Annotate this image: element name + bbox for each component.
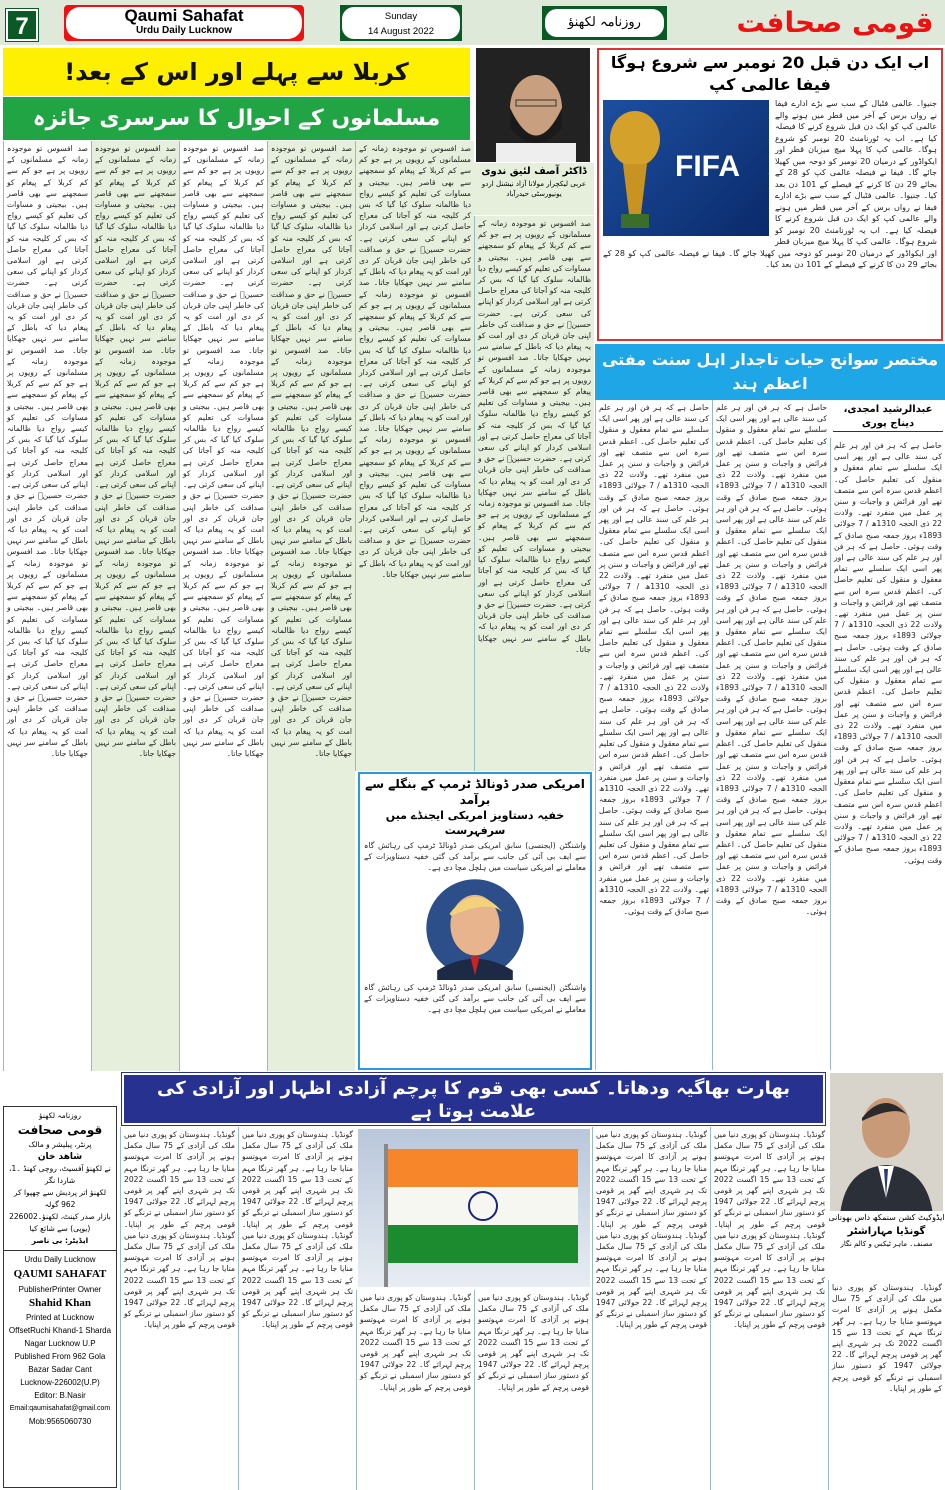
text-run: حاصل ہے کہ ہر فن اور ہر علم کی سند عالی ہے اور پھر اسی ایک سلسلے سے تمام معقول و منقول کی تعلیم حاصل کی۔ اعظم قدس سرہ اس سے متصف تھے اور فرائض و واجبات و سنن پر عمل میں منفرد تھے۔ ولادت 22 ذی الحجہ 1310ھ / 7 جولائی 1893ء بروز جمعہ صبح صادق کے وقت ہوئی۔ [716, 503, 827, 614]
text-run: گونڈیا۔ ہندوستان کو پوری دنیا میں ملک کی آزادی کے 75 سال مکمل ہونے پر آزادی کا امرت مہوتسو منایا جا رہا ہے۔ ہر گھر ترنگا مہم کے تحت 13 سے 15 اگست 2022 تک ہر شہری اپنے گھر پر قومی پرچم لہرائے گا۔ 22 جولائی 1947 کو دستور ساز اسمبلی نے ترنگے کو قومی پرچم کے طور پر اپنایا۔ [124, 1230, 235, 1330]
trump-body-top [362, 838, 588, 876]
text-run: گونڈیا۔ ہندوستان کو پوری دنیا میں ملک کی آزادی کے 75 سال مکمل ہونے پر آزادی کا امرت مہوتسو منایا جا رہا ہے۔ ہر گھر ترنگا مہم کے تحت 13 سے 15 اگست 2022 تک ہر شہری اپنے گھر پر قومی پرچم لہرائے گا۔ 22 جولائی 1947 کو دستور ساز اسمبلی نے ترنگے کو قومی پرچم کے طور پر اپنایا۔ [596, 1230, 707, 1330]
masthead-english [64, 5, 304, 41]
bharat-author: ایڈوکیٹ کشن سنمکھ داس بھونانی [828, 1213, 945, 1222]
karbala-author-title: عربی لیکچرار مولانا آزاد نیشنل اردو یونیورسٹی حیدرآباد [481, 180, 587, 198]
text-run: صد افسوس تو موجودہ زمانہ کے مسلمانوں کے رویوں پر ہے جو کم سے کم کربلا کے پیغام کو سمجھنے سے بھی قاصر ہیں۔ بیجیتی و مساوات کی تعلیم کو کیسے رواج دیا ظالمانہ سلوک کیا گیا کہ بس کر کلیجہ منہ کو آجاتا کی معراج حاصل کرتی ہے اور اسلامی کردار کو اپنانے کی سعی کرتی ہے۔ حضرت حسینؓ نے حق و صداقت کی خاطر اپنی جان قربان کر دی اور امت کو یہ پیغام دیا کہ باطل کے سامنے سر نہیں جھکایا جاتا۔ [183, 547, 264, 758]
text-run: گونڈیا۔ ہندوستان کو پوری دنیا میں ملک کی آزادی کے 75 سال مکمل ہونے پر آزادی کا امرت مہوتسو منایا جا رہا ہے۔ ہر گھر ترنگا مہم کے تحت 13 سے 15 اگست 2022 تک ہر شہری اپنے گھر پر قومی پرچم لہرائے گا۔ 22 جولائی 1947 کو دستور ساز اسمبلی نے ترنگے کو قومی پرچم کے طور پر اپنایا۔ [714, 1230, 825, 1330]
fifa-logo-text: FIFA [675, 150, 740, 183]
text-run: حاصل ہے کہ ہر فن اور ہر علم کی سند عالی ہے اور پھر اسی ایک سلسلے سے تمام معقول و منقول کی تعلیم حاصل کی۔ اعظم قدس سرہ اس سے متصف تھے اور فرائض و واجبات و سنن پر عمل میں منفرد تھے۔ ولادت 22 ذی الحجہ 1310ھ / 7 جولائی 1893ء بروز جمعہ صبح صادق کے وقت ہوئی۔ [834, 754, 942, 865]
text-run: Bazar Sadar Cant [28, 1365, 92, 1374]
text-run: Lucknow-226002(U.P) [20, 1378, 100, 1387]
date: 14 August 2022 [367, 26, 435, 37]
text-run: گونڈیا۔ ہندوستان کو پوری دنیا میں ملک کی آزادی کے 75 سال مکمل ہونے پر آزادی کا امرت مہوتسو منایا جا رہا ہے۔ ہر گھر ترنگا مہم کے تحت 13 سے 15 اگست 2022 تک ہر شہری اپنے گھر پر قومی پرچم لہرائے گا۔ 22 جولائی 1947 کو دستور ساز اسمبلی نے ترنگے کو قومی پرچم کے طور پر اپنایا۔ [242, 1230, 353, 1330]
roznama-text: روزنامہ لکھنؤ [545, 9, 664, 37]
text-run: Printed at Lucknow [25, 1313, 95, 1322]
masthead-title: Qaumi Sahafat [124, 6, 244, 25]
bharat-col-2 [710, 1127, 828, 1490]
text-run: Urdu Daily Lucknow [24, 1255, 96, 1264]
text-run: حاصل ہے کہ ہر فن اور ہر علم کی سند عالی ہے اور پھر اسی ایک سلسلے سے تمام معقول و منقول کی تعلیم حاصل کی۔ اعظم قدس سرہ اس سے متصف تھے اور فرائض و واجبات و سنن پر عمل میں منفرد تھے۔ ولادت 22 ذی الحجہ 1310ھ / 7 جولائی 1893ء بروز جمعہ صبح صادق کے وقت ہوئی۔ [834, 642, 943, 764]
trump-headline-1: امریکی صدر ڈونالڈ ٹرمپ کے بنگلے سے برآمد [365, 777, 585, 807]
india-flag-photo [358, 1129, 590, 1287]
text-run: صد افسوس تو موجودہ زمانہ کے مسلمانوں کے رویوں پر ہے جو کم سے کم کربلا کے پیغام کو سمجھنے سے بھی قاصر ہیں۔ بیجیتی و مساوات کی تعلیم کو کیسے رواج دیا ظالمانہ سلوک کیا گیا کہ بس کر کلیجہ منہ کو آجاتا کی معراج حاصل کرتی ہے اور اسلامی کردار کو اپنانے کی سعی کرتی ہے۔ حضرت حسینؓ نے حق و صداقت کی خاطر اپنی جان قربان کر دی اور امت کو یہ پیغام دیا کہ باطل کے سامنے سر نہیں جھکایا جاتا۔ [478, 353, 591, 509]
text-run: نے لکھنؤ آفسیٹ، روچی کھنڈ ۔1، شاردا نگر [9, 1164, 111, 1185]
text-run: قومی صحافت [17, 1123, 103, 1137]
karbala-col-3 [91, 141, 179, 1071]
text-run: OffsetRuchi Khand-1 Sharda [8, 1326, 112, 1335]
karbala-col-4 [3, 141, 91, 1071]
trump-article [358, 772, 592, 1070]
karbala-col-2 [179, 141, 267, 1071]
text-run: واشنگٹن (ایجنسی) سابق امریکی صدر ڈونالڈ ٹرمپ کی رہائش گاہ سے ایف بی آئی کی جانب سے برآمد کی گئی خفیہ دستاویزات کے معاملے نے امریکی سیاست میں ہلچل مچا دی ہے۔ [364, 841, 586, 873]
text-run: لکھنؤ اتر پردیش سے چھپوا کر 962 گولہ [13, 1188, 107, 1209]
bharat-col-3 [592, 1127, 710, 1490]
text-run: گونڈیا۔ ہندوستان کو پوری دنیا میں ملک کی آزادی کے 75 سال مکمل ہونے پر آزادی کا امرت مہوتسو منایا جا رہا ہے۔ ہر گھر ترنگا مہم کے تحت 13 سے 15 اگست 2022 تک ہر شہری اپنے گھر پر قومی پرچم لہرائے گا۔ 22 جولائی 1947 کو دستور ساز اسمبلی نے ترنگے کو قومی پرچم کے طور پر اپنایا۔ [242, 1130, 353, 1229]
text-run: بازار صدر کینٹ، لکھنؤ۔226002 [9, 1212, 111, 1221]
bharat-author-photo [830, 1073, 943, 1211]
trump-headline-2: خفیہ دستاویز امریکی ایجنڈے میں سرفہرست [385, 809, 565, 837]
imprint-box [3, 1106, 117, 1488]
text-run: (یوپی) سے شائع کیا [29, 1224, 91, 1233]
text-run: صد افسوس تو موجودہ زمانہ کے مسلمانوں کے رویوں پر ہے جو کم سے کم کربلا کے پیغام کو سمجھنے سے بھی قاصر ہیں۔ بیجیتی و مساوات کی تعلیم کو کیسے رواج دیا ظالمانہ سلوک کیا گیا کہ بس کر کلیجہ منہ کو آجاتا کی معراج حاصل کرتی ہے اور اسلامی کردار کو اپنانے کی سعی کرتی ہے۔ حضرت حسینؓ نے حق و صداقت کی خاطر اپنی جان قربان کر دی اور امت کو یہ پیغام دیا کہ باطل کے سامنے سر نہیں جھکایا جاتا۔ [359, 144, 471, 288]
text-run: حاصل ہے کہ ہر فن اور ہر علم کی سند عالی ہے اور پھر اسی ایک سلسلے سے تمام معقول و منقول کی تعلیم حاصل کی۔ اعظم قدس سرہ اس سے متصف تھے اور فرائض و واجبات و سنن پر عمل میں منفرد تھے۔ ولادت 22 ذی الحجہ 1310ھ / 7 جولائی 1893ء بروز جمعہ صبح صادق کے وقت ہوئی۔ [834, 441, 942, 551]
mufti-col-1 [830, 438, 945, 1070]
bharat-col-5b [356, 1290, 474, 1490]
imprint-urdu [4, 1107, 116, 1251]
trump-body-bottom [362, 980, 588, 1018]
karbala-col-1 [267, 141, 355, 1071]
text-run: روزنامہ لکھنؤ [38, 1111, 82, 1120]
mufti-headline: مختصر سوانح حیات تاجدار اہل سنت مفتی اعظم ہند [595, 344, 945, 400]
trump-photo-wrap [362, 876, 588, 980]
text-run: پرنٹر، پبلیشر و مالک [28, 1140, 92, 1149]
trophy-icon [605, 104, 665, 234]
bharat-author-title: مصنف۔ ماہر ٹیکس و کالم نگار [840, 1240, 933, 1248]
day: Sunday [384, 11, 418, 22]
text-run: صد افسوس تو موجودہ زمانہ کے مسلمانوں کے رویوں پر ہے جو کم سے کم کربلا کے پیغام کو سمجھنے سے بھی قاصر ہیں۔ بیجیتی و مساوات کی تعلیم کو کیسے رواج دیا ظالمانہ سلوک کیا گیا کہ بس کر کلیجہ منہ کو آجاتا کی معراج حاصل کرتی ہے اور اسلامی کردار کو اپنانے کی سعی کرتی ہے۔ حضرت حسینؓ نے حق و صداقت کی خاطر اپنی جان قربان کر دی اور امت کو یہ پیغام دیا کہ باطل کے سامنے سر نہیں جھکایا جاتا۔ [271, 345, 352, 557]
text-run: PublisherPrinter Owner [18, 1285, 102, 1294]
text-run: حاصل ہے کہ ہر فن اور ہر علم کی سند عالی ہے اور پھر اسی ایک سلسلے سے تمام معقول و منقول کی تعلیم حاصل کی۔ اعظم قدس سرہ اس سے متصف تھے اور فرائض و واجبات و سنن پر عمل میں منفرد تھے۔ ولادت 22 ذی الحجہ 1310ھ / 7 جولائی 1893ء بروز جمعہ صبح صادق کے وقت ہوئی۔ [599, 503, 709, 614]
fifa-article [597, 48, 943, 341]
karbala-author: ڈاکٹر آصف لئیق ندوی [481, 166, 587, 177]
text-run: صد افسوس تو موجودہ زمانہ کے مسلمانوں کے رویوں پر ہے جو کم سے کم کربلا کے پیغام کو سمجھنے سے بھی قاصر ہیں۔ بیجیتی و مساوات کی تعلیم کو کیسے رواج دیا ظالمانہ سلوک کیا گیا کہ بس کر کلیجہ منہ کو آجاتا کی معراج حاصل کرتی ہے اور اسلامی کردار کو اپنانے کی سعی کرتی ہے۔ حضرت حسینؓ نے حق و صداقت کی خاطر اپنی جان قربان کر دی اور امت کو یہ پیغام دیا کہ باطل کے سامنے سر نہیں جھکایا جاتا۔ [359, 278, 471, 434]
text-run: QAUMI SAHAFAT [13, 1268, 107, 1280]
mufti-col-3 [595, 400, 712, 1070]
bharat-col-7 [120, 1127, 238, 1490]
text-run: جنیوا۔ عالمی فٹبال کے سب سے بڑے ادارے فیفا نے رواں برس کے آخر میں قطر میں ہونے والے عالمی کپ کو ایک دن قبل شروع کرنے کا فیصلہ کیا ہے۔ اب یہ ٹورنامنٹ 20 نومبر کو شروع ہوگا۔ عالمی کپ کا پہلا میچ میزبان قطر اور ایکواڈور کے درمیان 20 نومبر کو دوحہ میں کھیلا جائے گا۔ فیفا نے فیصلہ عالمی کپ کو 28 کے بجائے 29 دن کا کرنے کے فیصلے کے 101 دن بعد کیا۔ [775, 99, 938, 200]
text-run: گونڈیا۔ ہندوستان کو پوری دنیا میں ملک کی آزادی کے 75 سال مکمل ہونے پر آزادی کا امرت مہوتسو منایا جا رہا ہے۔ ہر گھر ترنگا مہم کے تحت 13 سے 15 اگست 2022 تک ہر شہری اپنے گھر پر قومی پرچم لہرائے گا۔ 22 جولائی 1947 کو دستور ساز اسمبلی نے ترنگے کو قومی پرچم کے طور پر اپنایا۔ [124, 1130, 235, 1229]
text-run: حاصل ہے کہ ہر فن اور ہر علم کی سند عالی ہے اور پھر اسی ایک سلسلے سے تمام معقول و منقول کی تعلیم حاصل کی۔ اعظم قدس سرہ اس سے متصف تھے اور فرائض و واجبات و سنن پر عمل میں منفرد تھے۔ ولادت 22 ذی الحجہ 1310ھ / 7 جولائی 1893ء بروز جمعہ صبح صادق کے وقت ہوئی۔ [716, 705, 827, 816]
text-run: Editor: B.Nasir [34, 1391, 86, 1400]
page-header [0, 0, 945, 45]
text-run: Published From 962 Gola [14, 1352, 106, 1361]
text-run: صد افسوس تو موجودہ زمانہ کے مسلمانوں کے رویوں پر ہے جو کم سے کم کربلا کے پیغام کو سمجھنے سے بھی قاصر ہیں۔ بیجیتی و مساوات کی تعلیم کو کیسے رواج دیا ظالمانہ سلوک کیا گیا کہ بس کر کلیجہ منہ کو آجاتا کی معراج حاصل کرتی ہے اور اسلامی کردار کو اپنانے کی سعی کرتی ہے۔ حضرت حسینؓ نے حق و صداقت کی خاطر اپنی جان قربان کر دی اور امت کو یہ پیغام دیا کہ باطل کے سامنے سر نہیں جھکایا جاتا۔ [359, 424, 471, 579]
author-photo [476, 48, 590, 162]
text-run: گونڈیا۔ ہندوستان کو پوری دنیا میں ملک کی آزادی کے 75 سال مکمل ہونے پر آزادی کا امرت مہوتسو منایا جا رہا ہے۔ ہر گھر ترنگا مہم کے تحت 13 سے 15 اگست 2022 تک ہر شہری اپنے گھر پر قومی پرچم لہرائے گا۔ 22 جولائی 1947 کو دستور ساز اسمبلی نے ترنگے کو قومی پرچم کے طور پر اپنایا۔ [360, 1293, 471, 1392]
bharat-headline: بھارت بھاگیہ ودھاتا۔ کسی بھی قوم کا پرچم آزادی اظہار اور آزادی کی علامت ہوتا ہے [122, 1073, 825, 1125]
text-run: صد افسوس تو موجودہ زمانہ کے مسلمانوں کے رویوں پر ہے جو کم سے کم کربلا کے پیغام کو سمجھنے سے بھی قاصر ہیں۔ بیجیتی و مساوات کی تعلیم کو کیسے رواج دیا ظالمانہ سلوک کیا گیا کہ بس کر کلیجہ منہ کو آجاتا کی معراج حاصل کرتی ہے اور اسلامی کردار کو اپنانے کی سعی کرتی ہے۔ حضرت حسینؓ نے حق و صداقت کی خاطر اپنی جان قربان کر دی اور امت کو یہ پیغام دیا کہ باطل کے سامنے سر نہیں جھکایا جاتا۔ [478, 219, 592, 363]
text-run: حاصل ہے کہ ہر فن اور ہر علم کی سند عالی ہے اور پھر اسی ایک سلسلے سے تمام معقول و منقول کی تعلیم حاصل کی۔ اعظم قدس سرہ اس سے متصف تھے اور فرائض و واجبات و سنن پر عمل میں منفرد تھے۔ ولادت 22 ذی الحجہ 1310ھ / 7 جولائی 1893ء بروز جمعہ صبح صادق کے وقت ہوئی۔ [716, 604, 827, 715]
bharat-col-1 [828, 1280, 945, 1490]
bharat-author-place: گونڈیا مہاراشٹر [847, 1226, 926, 1237]
text-run: صد افسوس تو موجودہ زمانہ کے مسلمانوں کے رویوں پر ہے جو کم سے کم کربلا کے پیغام کو سمجھنے سے بھی قاصر ہیں۔ بیجیتی و مساوات کی تعلیم کو کیسے رواج دیا ظالمانہ سلوک کیا گیا کہ بس کر کلیجہ منہ کو آجاتا کی معراج حاصل کرتی ہے اور اسلامی کردار کو اپنانے کی سعی کرتی ہے۔ حضرت حسینؓ نے حق و صداقت کی خاطر اپنی جان قربان کر دی اور امت کو یہ پیغام دیا کہ باطل کے سامنے سر نہیں جھکایا جاتا۔ [271, 144, 352, 355]
text-run: Shahid Khan [28, 1297, 92, 1309]
page-number: 7 [6, 9, 38, 41]
text-run: صد افسوس تو موجودہ زمانہ کے مسلمانوں کے رویوں پر ہے جو کم سے کم کربلا کے پیغام کو سمجھنے سے بھی قاصر ہیں۔ بیجیتی و مساوات کی تعلیم کو کیسے رواج دیا ظالمانہ سلوک کیا گیا کہ بس کر کلیجہ منہ کو آجاتا کی معراج حاصل کرتی ہے اور اسلامی کردار کو اپنانے کی سعی کرتی ہے۔ حضرت حسینؓ نے حق و صداقت کی خاطر اپنی جان قربان کر دی اور امت کو یہ پیغام دیا کہ باطل کے سامنے سر نہیں جھکایا جاتا۔ [478, 499, 591, 654]
fifa-headline: اب ایک دن قبل 20 نومبر سے شروع ہوگا فیفا عالمی کپ [610, 53, 930, 94]
text-run: Email:qaumisahafat@gmail.com [9, 1405, 111, 1412]
mufti-article [595, 400, 945, 1070]
text-run: صد افسوس تو موجودہ زمانہ کے مسلمانوں کے رویوں پر ہے جو کم سے کم کربلا کے پیغام کو سمجھنے سے بھی قاصر ہیں۔ بیجیتی و مساوات کی تعلیم کو کیسے رواج دیا ظالمانہ سلوک کیا گیا کہ بس کر کلیجہ منہ کو آجاتا کی معراج حاصل کرتی ہے اور اسلامی کردار کو اپنانے کی سعی کرتی ہے۔ حضرت حسینؓ نے حق و صداقت کی خاطر اپنی جان قربان کر دی اور امت کو یہ پیغام دیا کہ باطل کے سامنے سر نہیں جھکایا جاتا۔ [7, 144, 88, 355]
karbala-headline-2: مسلمانوں کے احوال کا سرسری جائزہ [3, 97, 470, 140]
masthead-subtitle: Urdu Daily Lucknow [135, 25, 233, 36]
text-run: صد افسوس تو موجودہ زمانہ کے مسلمانوں کے رویوں پر ہے جو کم سے کم کربلا کے پیغام کو سمجھنے سے بھی قاصر ہیں۔ بیجیتی و مساوات کی تعلیم کو کیسے رواج دیا ظالمانہ سلوک کیا گیا کہ بس کر کلیجہ منہ کو آجاتا کی معراج حاصل کرتی ہے اور اسلامی کردار کو اپنانے کی سعی کرتی ہے۔ حضرت حسینؓ نے حق و صداقت کی خاطر اپنی جان قربان کر دی اور امت کو یہ پیغام دیا کہ باطل کے سامنے سر نہیں جھکایا جاتا۔ [183, 345, 264, 557]
text-run: جنیوا۔ عالمی فٹبال کے سب سے بڑے ادارے فیفا نے رواں برس کے آخر میں قطر میں ہونے والے عالمی کپ کو ایک دن قبل شروع کرنے کا فیصلہ کیا ہے۔ اب یہ ٹورنامنٹ 20 نومبر کو شروع ہوگا۔ عالمی کپ کا پہلا میچ میزبان قطر اور ایکواڈور کے درمیان 20 نومبر کو دوحہ میں کھیلا جائے گا۔ فیفا نے فیصلہ عالمی کپ کو 28 کے بجائے 29 دن کا کرنے کے فیصلے کے 101 دن بعد کیا۔ [603, 191, 938, 269]
fifa-trophy-photo [603, 100, 769, 236]
text-run: صد افسوس تو موجودہ زمانہ کے مسلمانوں کے رویوں پر ہے جو کم سے کم کربلا کے پیغام کو سمجھنے سے بھی قاصر ہیں۔ بیجیتی و مساوات کی تعلیم کو کیسے رواج دیا ظالمانہ سلوک کیا گیا کہ بس کر کلیجہ منہ کو آجاتا کی معراج حاصل کرتی ہے اور اسلامی کردار کو اپنانے کی سعی کرتی ہے۔ حضرت حسینؓ نے حق و صداقت کی خاطر اپنی جان قربان کر دی اور امت کو یہ پیغام دیا کہ باطل کے سامنے سر نہیں جھکایا جاتا۔ [7, 547, 88, 758]
text-run: حاصل ہے کہ ہر فن اور ہر علم کی سند عالی ہے اور پھر اسی ایک سلسلے سے تمام معقول و منقول کی تعلیم حاصل کی۔ اعظم قدس سرہ اس سے متصف تھے اور فرائض و واجبات و سنن پر عمل میں منفرد تھے۔ ولادت 22 ذی الحجہ 1310ھ / 7 جولائی 1893ء بروز جمعہ صبح صادق کے وقت ہوئی۔ [716, 806, 827, 917]
bharat-col-6 [238, 1127, 356, 1490]
text-run: گونڈیا۔ ہندوستان کو پوری دنیا میں ملک کی آزادی کے 75 سال مکمل ہونے پر آزادی کا امرت مہوتسو منایا جا رہا ہے۔ ہر گھر ترنگا مہم کے تحت 13 سے 15 اگست 2022 تک ہر شہری اپنے گھر پر قومی پرچم لہرائے گا۔ 22 جولائی 1947 کو دستور ساز اسمبلی نے ترنگے کو قومی پرچم کے طور پر اپنایا۔ [596, 1130, 707, 1229]
text-run: صد افسوس تو موجودہ زمانہ کے مسلمانوں کے رویوں پر ہے جو کم سے کم کربلا کے پیغام کو سمجھنے سے بھی قاصر ہیں۔ بیجیتی و مساوات کی تعلیم کو کیسے رواج دیا ظالمانہ سلوک کیا گیا کہ بس کر کلیجہ منہ کو آجاتا کی معراج حاصل کرتی ہے اور اسلامی کردار کو اپنانے کی سعی کرتی ہے۔ حضرت حسینؓ نے حق و صداقت کی خاطر اپنی جان قربان کر دی اور امت کو یہ پیغام دیا کہ باطل کے سامنے سر نہیں جھکایا جاتا۔ [7, 345, 88, 557]
fifa-body [599, 96, 941, 273]
text-run: ایڈیٹر: بی ناصر [31, 1236, 89, 1245]
text-run: حاصل ہے کہ ہر فن اور ہر علم کی سند عالی ہے اور پھر اسی ایک سلسلے سے تمام معقول و منقول کی تعلیم حاصل کی۔ اعظم قدس سرہ اس سے متصف تھے اور فرائض و واجبات و سنن پر عمل میں منفرد تھے۔ ولادت 22 ذی الحجہ 1310ھ / 7 جولائی 1893ء بروز جمعہ صبح صادق کے وقت ہوئی۔ [716, 403, 827, 513]
text-run: گونڈیا۔ ہندوستان کو پوری دنیا میں ملک کی آزادی کے 75 سال مکمل ہونے پر آزادی کا امرت مہوتسو منایا جا رہا ہے۔ ہر گھر ترنگا مہم کے تحت 13 سے 15 اگست 2022 تک ہر شہری اپنے گھر پر قومی پرچم لہرائے گا۔ 22 جولائی 1947 کو دستور ساز اسمبلی نے ترنگے کو قومی پرچم کے طور پر اپنایا۔ [478, 1293, 589, 1392]
date-box [340, 5, 462, 41]
imprint-english [4, 1251, 116, 1428]
text-run: گونڈیا۔ ہندوستان کو پوری دنیا میں ملک کی آزادی کے 75 سال مکمل ہونے پر آزادی کا امرت مہوتسو منایا جا رہا ہے۔ ہر گھر ترنگا مہم کے تحت 13 سے 15 اگست 2022 تک ہر شہری اپنے گھر پر قومی پرچم لہرائے گا۔ 22 جولائی 1947 کو دستور ساز اسمبلی نے ترنگے کو قومی پرچم کے طور پر اپنایا۔ [714, 1130, 825, 1229]
urdu-logo: قومی صحافت [736, 6, 934, 39]
text-run: حاصل ہے کہ ہر فن اور ہر علم کی سند عالی ہے اور پھر اسی ایک سلسلے سے تمام معقول و منقول کی تعلیم حاصل کی۔ اعظم قدس سرہ اس سے متصف تھے اور فرائض و واجبات و سنن پر عمل میں منفرد تھے۔ ولادت 22 ذی الحجہ 1310ھ / 7 جولائی 1893ء بروز جمعہ صبح صادق کے وقت ہوئی۔ [599, 604, 709, 715]
text-run: صد افسوس تو موجودہ زمانہ کے مسلمانوں کے رویوں پر ہے جو کم سے کم کربلا کے پیغام کو سمجھنے سے بھی قاصر ہیں۔ بیجیتی و مساوات کی تعلیم کو کیسے رواج دیا ظالمانہ سلوک کیا گیا کہ بس کر کلیجہ منہ کو آجاتا کی معراج حاصل کرتی ہے اور اسلامی کردار کو اپنانے کی سعی کرتی ہے۔ حضرت حسینؓ نے حق و صداقت کی خاطر اپنی جان قربان کر دی اور امت کو یہ پیغام دیا کہ باطل کے سامنے سر نہیں جھکایا جاتا۔ [271, 547, 352, 758]
text-run: Nagar Lucknow U.P [24, 1339, 96, 1348]
karbala-col-0a [474, 216, 594, 771]
mufti-author: عبدالرشید امجدی، دیناج پوری [833, 403, 943, 432]
bharat-author-box [828, 1212, 945, 1278]
text-run: حاصل ہے کہ ہر فن اور ہر علم کی سند عالی ہے اور پھر اسی ایک سلسلے سے تمام معقول و منقول کی تعلیم حاصل کی۔ اعظم قدس سرہ اس سے متصف تھے اور فرائض و واجبات و سنن پر عمل میں منفرد تھے۔ ولادت 22 ذی الحجہ 1310ھ / 7 جولائی 1893ء بروز جمعہ صبح صادق کے وقت ہوئی۔ [599, 705, 709, 816]
text-run: شاھد خان [37, 1152, 83, 1162]
karbala-author-box [474, 163, 594, 215]
karbala-headline-1: کربلا سے پہلے اور اس کے بعد! [3, 48, 470, 96]
text-run: صد افسوس تو موجودہ زمانہ کے مسلمانوں کے رویوں پر ہے جو کم سے کم کربلا کے پیغام کو سمجھنے سے بھی قاصر ہیں۔ بیجیتی و مساوات کی تعلیم کو کیسے رواج دیا ظالمانہ سلوک کیا گیا کہ بس کر کلیجہ منہ کو آجاتا کی معراج حاصل کرتی ہے اور اسلامی کردار کو اپنانے کی سعی کرتی ہے۔ حضرت حسینؓ نے حق و صداقت کی خاطر اپنی جان قربان کر دی اور امت کو یہ پیغام دیا کہ باطل کے سامنے سر نہیں جھکایا جاتا۔ [95, 144, 176, 355]
trump-photo [423, 876, 527, 980]
text-run: صد افسوس تو موجودہ زمانہ کے مسلمانوں کے رویوں پر ہے جو کم سے کم کربلا کے پیغام کو سمجھنے سے بھی قاصر ہیں۔ بیجیتی و مساوات کی تعلیم کو کیسے رواج دیا ظالمانہ سلوک کیا گیا کہ بس کر کلیجہ منہ کو آجاتا کی معراج حاصل کرتی ہے اور اسلامی کردار کو اپنانے کی سعی کرتی ہے۔ حضرت حسینؓ نے حق و صداقت کی خاطر اپنی جان قربان کر دی اور امت کو یہ پیغام دیا کہ باطل کے سامنے سر نہیں جھکایا جاتا۔ [183, 144, 264, 355]
text-run: واشنگٹن (ایجنسی) سابق امریکی صدر ڈونالڈ ٹرمپ کی رہائش گاہ سے ایف بی آئی کی جانب سے برآمد کی گئی خفیہ دستاویزات کے معاملے نے امریکی سیاست میں ہلچل مچا دی ہے۔ [364, 982, 586, 1015]
karbala-col-0b [355, 141, 474, 771]
text-run: گونڈیا۔ ہندوستان کو پوری دنیا میں ملک کی آزادی کے 75 سال مکمل ہونے پر آزادی کا امرت مہوتسو منایا جا رہا ہے۔ ہر گھر ترنگا مہم کے تحت 13 سے 15 اگست 2022 تک ہر شہری اپنے گھر پر قومی پرچم لہرائے گا۔ 22 جولائی 1947 کو دستور ساز اسمبلی نے ترنگے کو قومی پرچم کے طور پر اپنایا۔ [832, 1283, 943, 1393]
text-run: حاصل ہے کہ ہر فن اور ہر علم کی سند عالی ہے اور پھر اسی ایک سلسلے سے تمام معقول و منقول کی تعلیم حاصل کی۔ اعظم قدس سرہ اس سے متصف تھے اور فرائض و واجبات و سنن پر عمل میں منفرد تھے۔ ولادت 22 ذی الحجہ 1310ھ / 7 جولائی 1893ء بروز جمعہ صبح صادق کے وقت ہوئی۔ [599, 806, 709, 917]
roznama-box [542, 6, 667, 40]
text-run: صد افسوس تو موجودہ زمانہ کے مسلمانوں کے رویوں پر ہے جو کم سے کم کربلا کے پیغام کو سمجھنے سے بھی قاصر ہیں۔ بیجیتی و مساوات کی تعلیم کو کیسے رواج دیا ظالمانہ سلوک کیا گیا کہ بس کر کلیجہ منہ کو آجاتا کی معراج حاصل کرتی ہے اور اسلامی کردار کو اپنانے کی سعی کرتی ہے۔ حضرت حسینؓ نے حق و صداقت کی خاطر اپنی جان قربان کر دی اور امت کو یہ پیغام دیا کہ باطل کے سامنے سر نہیں جھکایا جاتا۔ [95, 345, 176, 557]
text-run: حاصل ہے کہ ہر فن اور ہر علم کی سند عالی ہے اور پھر اسی ایک سلسلے سے تمام معقول و منقول کی تعلیم حاصل کی۔ اعظم قدس سرہ اس سے متصف تھے اور فرائض و واجبات و سنن پر عمل میں منفرد تھے۔ ولادت 22 ذی الحجہ 1310ھ / 7 جولائی 1893ء بروز جمعہ صبح صادق کے وقت ہوئی۔ [834, 541, 942, 652]
india-flag-icon [358, 1129, 590, 1287]
text-run: Mob:9565060730 [28, 1417, 92, 1426]
text-run: حاصل ہے کہ ہر فن اور ہر علم کی سند عالی ہے اور پھر اسی ایک سلسلے سے تمام معقول و منقول کی تعلیم حاصل کی۔ اعظم قدس سرہ اس سے متصف تھے اور فرائض و واجبات و سنن پر عمل میں منفرد تھے۔ ولادت 22 ذی الحجہ 1310ھ / 7 جولائی 1893ء بروز جمعہ صبح صادق کے وقت ہوئی۔ [599, 403, 710, 513]
mufti-col-2 [712, 400, 830, 1070]
text-run: صد افسوس تو موجودہ زمانہ کے مسلمانوں کے رویوں پر ہے جو کم سے کم کربلا کے پیغام کو سمجھنے سے بھی قاصر ہیں۔ بیجیتی و مساوات کی تعلیم کو کیسے رواج دیا ظالمانہ سلوک کیا گیا کہ بس کر کلیجہ منہ کو آجاتا کی معراج حاصل کرتی ہے اور اسلامی کردار کو اپنانے کی سعی کرتی ہے۔ حضرت حسینؓ نے حق و صداقت کی خاطر اپنی جان قربان کر دی اور امت کو یہ پیغام دیا کہ باطل کے سامنے سر نہیں جھکایا جاتا۔ [95, 547, 176, 758]
bharat-col-4b [474, 1290, 592, 1490]
